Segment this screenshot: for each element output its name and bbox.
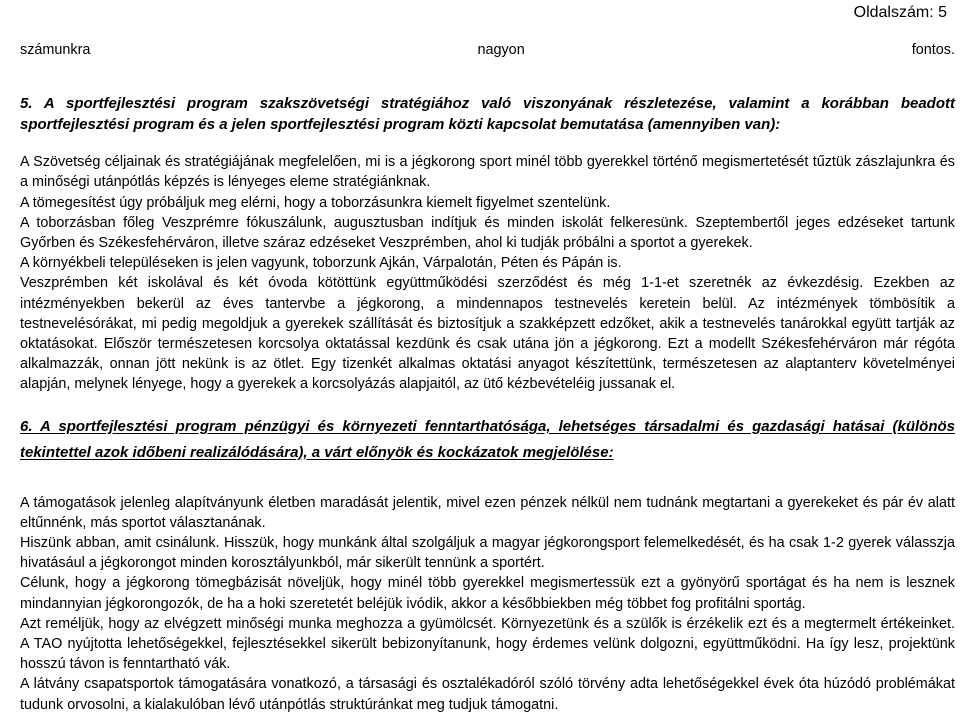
section-6-heading: 6. A sportfejlesztési program pénzügyi és környezeti fenntarthatósága, lehetséges társadalmi és gazdasági hatásai (különös tekintettel azok időbeni realizálódására), a várt előnyök és kockázatok megjelölése: xyxy=(20,417,955,461)
section-5-paragraph: A tömegesítést úgy próbáljuk meg elérni, hogy a toborzásunkra kiemelt figyelmet szentelünk. xyxy=(20,194,611,211)
page-number: Oldalszám: 5 xyxy=(853,4,947,21)
section-5-heading: 5. A sportfejlesztési program szakszövetségi stratégiához való viszonyának részletezése, valamint a korábban beadott sportfejlesztési program és a jelen sportfejlesztési program közti kapcsolat bemutatása (amennyiben van): xyxy=(20,95,955,133)
section-6-paragraph: A látvány csapatsportok támogatására vonatkozó, a társasági és osztalékadóról szóló törvény adta lehetőségekkel évek óta húzódó problémákat tudunk orvosolni, a kialakulóban lévő utánpótlás struktúránkat meg tudjuk támogatni. xyxy=(20,676,955,713)
section-6-body xyxy=(20,493,955,715)
intro-line: számunkra nagyon fontos. xyxy=(20,42,955,58)
section-5-body xyxy=(20,152,955,394)
section-5-paragraph: A Szövetség céljainak és stratégiájának megfelelően, mi is a jégkorong sport minél több gyerekkel történő megismertetését tűztük zászlajunkra és a minőségi utánpótlás képzés is lényeges eleme stratégiánknak. xyxy=(20,154,955,191)
document-body xyxy=(20,40,955,715)
section-5-paragraph: A toborzásban főleg Veszprémre fókuszálunk, augusztusban indítjuk és minden iskolát felkeresünk. Szeptembertől jeges edzéseket tartunk Győrben és Székesfehérváron, illetve száraz edzéseket Veszprémben, ahol ki tudják próbálni a sportot a gyerekek. xyxy=(20,214,955,252)
section-5-paragraph: A környékbeli településeken is jelen vagyunk, toborzunk Ajkán, Várpalotán, Péten és Pápán is. xyxy=(20,255,622,272)
section-6-paragraph: Hiszünk abban, amit csinálunk. Hisszük, hogy munkánk által szolgáljuk a magyar jégkorongsport felemelkedését, és ha csak 1-2 gyerek válasszja hivatásául a jégkorongot minden korosztályunkból, már sikerült tennünk a sportért. xyxy=(20,535,955,572)
section-6-paragraph: Azt reméljük, hogy az elvégzett minőségi munka meghozza a gyümölcsét. Környezetünk és a szülők is érzékelik ezt és a megtermelt értékeinket. A TAO nyújtotta lehetőségekkel, fejlesztésekkel sikerült bebizonyítanunk, hogy érdemes velünk dolgozni, együttműködni. Ha így lesz, projektünk hosszú távon is fenntartható vák. xyxy=(20,615,955,673)
section-6-paragraph: Célunk, hogy a jégkorong tömegbázisát növeljük, hogy minél több gyerekkel megismertessük ezt a gyönyörű sportágat és ha nem is lesznek mindannyian jégkorongozók, de ha a hoki szeretetét beléjük ivódik, akkor a későbbiekben még többet fog profitálni sportág. xyxy=(20,575,955,612)
section-5-paragraph: Veszprémben két iskolával és két óvoda kötöttünk együttműködési szerződést és még 1-1-et szeretnék az évkezdésig. Ezekben az intézményekben bekerül az éves tantervbe a jégkorong, a mindennapos testnevelés keretein belül. Az intézmények tömbösítik a testnevelésórákat, mi pedig megoldjuk a gyerekek szállítását és biztosítjuk a szakképzett edzőket, akik a testnevelés tanárokkal együtt tartják az oktatásokat. Először természetesen korcsolya oktatással kezdünk és csak utána jön a jégkorong. Ezt a modellt Székesfehérváron már régóta alkalmazzák, onnan jött nekünk is az ötlet. Egy tizenkét alkalmas oktatási anyagot készítettünk, természetesen az alaptanterv követelményei alapján, melynek lényege, hogy a gyerekek a korcsolyázás alapjaitól, az ütő kézbevételéig jussanak el. xyxy=(20,275,955,393)
section-6-paragraph: A támogatások jelenleg alapítványunk életben maradását jelentik, mivel ezen pénzek nélkül nem tudnánk megtartani a gyerekeket és pár év alatt eltűnnénk, más sportot választanának. xyxy=(20,494,955,531)
